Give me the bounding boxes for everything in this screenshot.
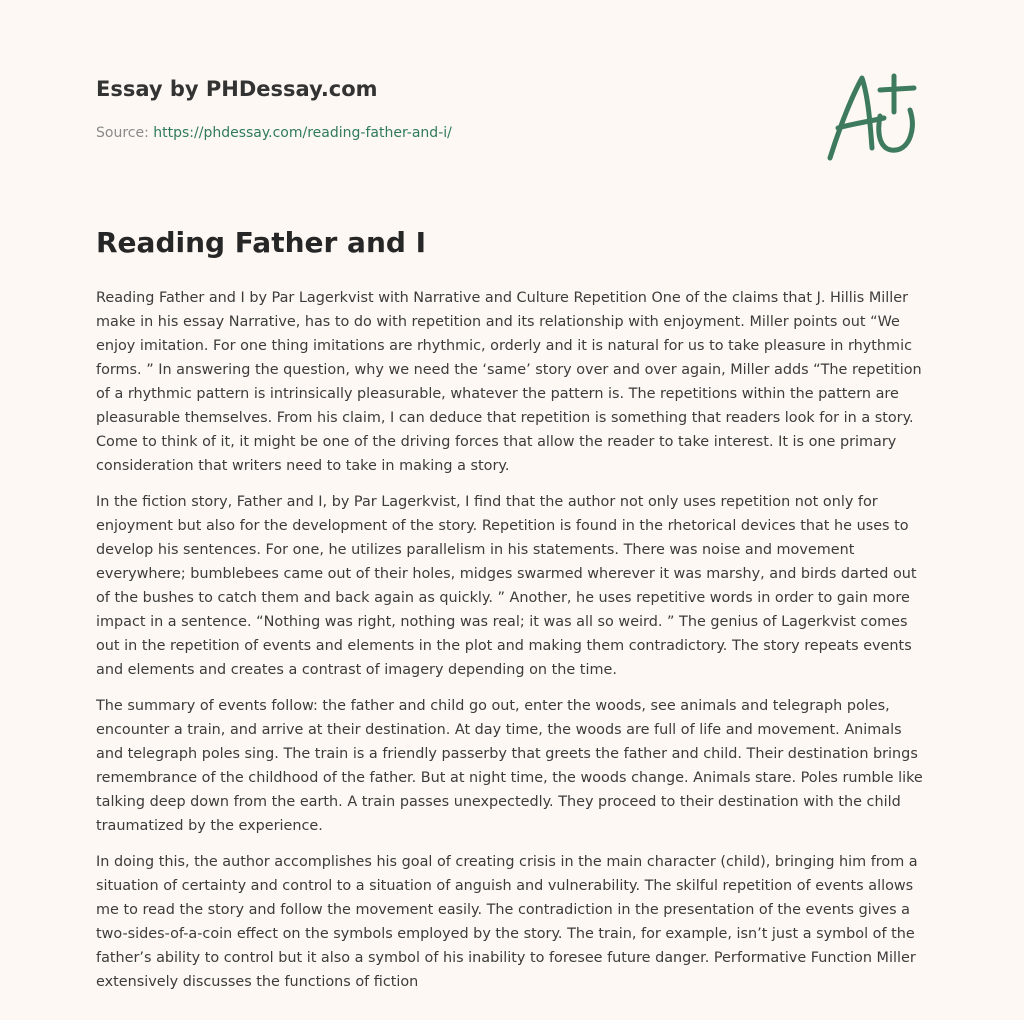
site-title: Essay by PHDessay.com [96,77,378,101]
essay-paragraph: Reading Father and I by Par Lagerkvist with Narrative and Culture Repetition One of the claims that J. Hillis Miller make in his essay Narrative, has to do with repetition and its relationship with enjoyment. Miller points out “We enjoy imitation. For one thing imitations are rhythmic, orderly and it is natural for us to take pleasure in rhythmic forms. ” In answering the question, why we need the ‘same’ story over and over again, Miller adds “The repetition of a rhythmic pattern is intrinsically pleasurable, whatever the pattern is. The repetitions within the pattern are pleasurable themselves. From his claim, I can deduce that repetition is something that readers look for in a story. Come to think of it, it might be one of the driving forces that allow the reader to take interest. It is one primary consideration that writers need to take in making a story. [96,290,922,474]
source-line [96,125,452,141]
essay-body [96,286,932,1006]
source-label: Source: [96,125,154,141]
essay-paragraph: The summary of events follow: the father and child go out, enter the woods, see animals and telegraph poles, encounter a train, and arrive at their destination. At day time, the woods are full of life and movement. Animals and telegraph poles sing. The train is a friendly passerby that greets the father and child. Their destination brings remembrance of the childhood of the father. But at night time, the woods change. Animals stare. Poles rumble like talking deep down from the earth. A train passes unexpectedly. They proceed to their destination with the child traumatized by the experience. [96,698,923,834]
source-link[interactable]: https://phdessay.com/reading-father-and-i/ [153,125,452,141]
essay-paragraph: In the fiction story, Father and I, by Par Lagerkvist, I find that the author not only uses repetition not only for enjoyment but also for the development of the story. Repetition is found in the rhetorical devices that he uses to develop his sentences. For one, he utilizes parallelism in his statements. There was noise and movement everywhere; bumblebees came out of their holes, midges swarmed wherever it was marshy, and birds darted out of the bushes to catch them and back again as quickly. ” Another, he uses repetitive words in order to gain more impact in a sentence. “Nothing was right, nothing was real; it was all so weird. ” The genius of Lagerkvist comes out in the repetition of events and elements in the plot and making them contradictory. The story repeats events and elements and creates a contrast of imagery depending on the time. [96,494,917,678]
essay-paragraph: In doing this, the author accomplishes his goal of creating crisis in the main character (child), bringing him from a situation of certainty and control to a situation of anguish and vulnerability. The skilful repetition of events allows me to read the story and follow the movement easily. The contradiction in the presentation of the events gives a two-sides-of-a-coin effect on the symbols employed by the story. The train, for example, isn’t just a symbol of the father’s ability to control but it also a symbol of his inability to foresee future danger. Performative Function Miller extensively discusses the functions of fiction [96,854,918,990]
a-plus-grade-icon [818,66,928,166]
essay-title: Reading Father and I [96,226,427,259]
